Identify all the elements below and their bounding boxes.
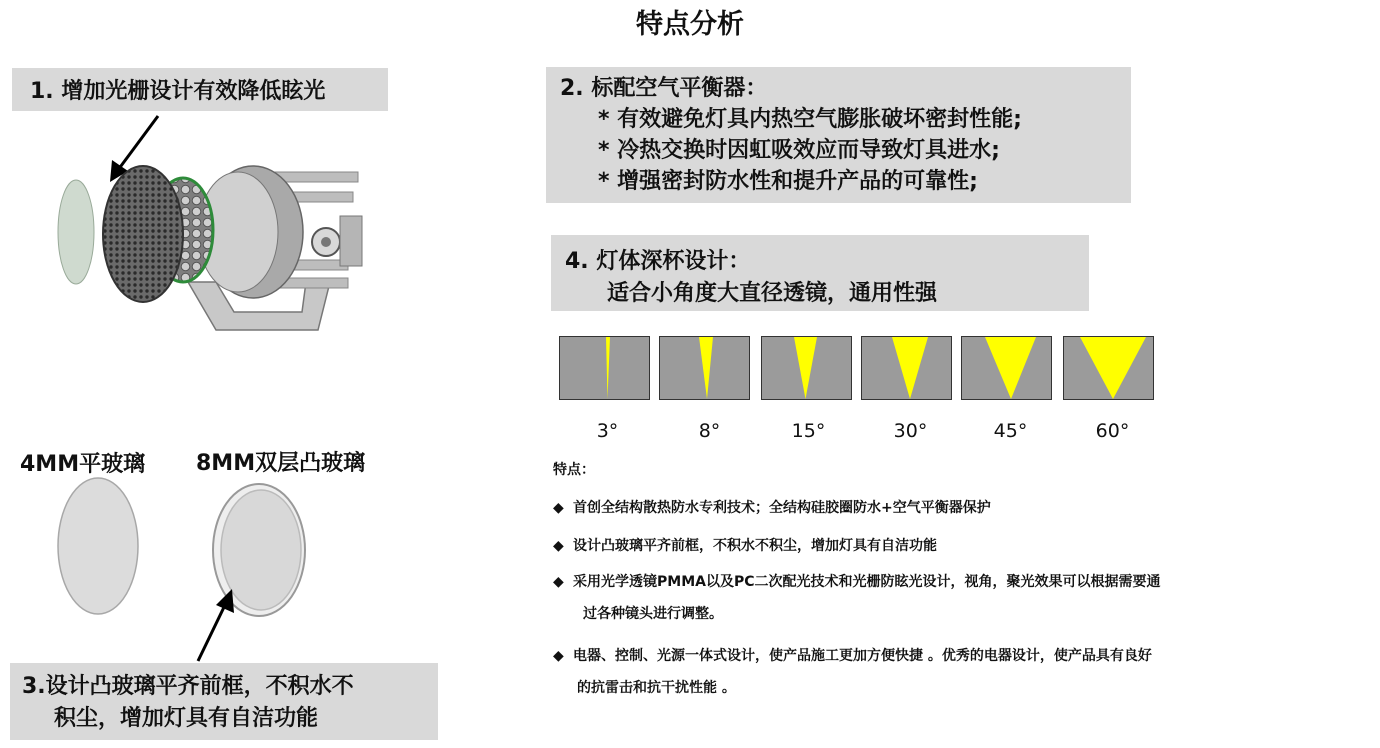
beam-angle-diagram xyxy=(559,336,650,400)
floodlight-illustration xyxy=(48,162,368,352)
beam-angle-label: 8° xyxy=(698,420,721,442)
arrow-to-convex-glass-icon xyxy=(190,585,250,665)
convex-glass-box xyxy=(10,663,438,740)
beam-angle-diagram xyxy=(861,336,952,400)
air-balancer-bullet: * 冷热交换时因虹吸效应而导致灯具进水; xyxy=(598,138,1000,163)
diamond-icon: ◆ xyxy=(553,500,564,516)
air-balancer-heading: 2. 标配空气平衡器： xyxy=(560,76,768,101)
air-balancer-box xyxy=(546,67,1131,203)
features-heading: 特点： xyxy=(553,462,595,478)
beam-angle-label: 45° xyxy=(993,420,1028,442)
beam-angle-label: 60° xyxy=(1095,420,1130,442)
feature-item: ◆ 设计凸玻璃平齐前框，不积水不积尘，增加灯具有自洁功能 xyxy=(553,530,1373,562)
feature-item-continuation: 过各种镜头进行调整。 xyxy=(583,606,723,622)
feature-item: ◆ 首创全结构散热防水专利技术；全结构硅胶圈防水+空气平衡器保护 xyxy=(553,492,1373,524)
page-title: 特点分析 xyxy=(636,9,744,40)
convex-glass-line: 积尘，增加灯具有自洁功能 xyxy=(54,706,319,731)
beam-angle-diagram xyxy=(1063,336,1154,400)
convex-glass-line: 3.设计凸玻璃平齐前框，不积水不 xyxy=(22,674,354,699)
flat-glass-label: 4MM平玻璃 xyxy=(20,452,146,477)
feature-item: ◆ 电器、控制、光源一体式设计，使产品施工更加方便快捷 。优秀的电器设计，使产品具有良好 的抗雷击和抗干扰性能 。 xyxy=(553,640,1373,704)
convex-glass-label: 8MM双层凸玻璃 xyxy=(196,451,366,476)
diamond-icon: ◆ xyxy=(553,574,564,590)
air-balancer-bullet: * 增强密封防水性和提升产品的可靠性; xyxy=(598,169,978,194)
beam-angle-label: 3° xyxy=(596,420,619,442)
diamond-icon: ◆ xyxy=(553,538,564,554)
beam-angle-diagram xyxy=(761,336,852,400)
feature-item: ◆ 采用光学透镜PMMA以及PC二次配光技术和光栅防眩光设计，视角，聚光效果可以根据需要通 过各种镜头进行调整。 xyxy=(553,566,1373,630)
grating-callout-label: 1. 增加光栅设计有效降低眩光 xyxy=(30,79,326,104)
diamond-icon: ◆ xyxy=(553,648,564,664)
deep-cup-subtext: 适合小角度大直径透镜，通用性强 xyxy=(607,281,938,306)
beam-angle-diagram xyxy=(961,336,1052,400)
deep-cup-heading: 4. 灯体深杯设计： xyxy=(565,249,751,274)
beam-angle-label: 30° xyxy=(893,420,928,442)
flat-glass-illustration xyxy=(52,470,148,620)
feature-item-continuation: 的抗雷击和抗干扰性能 。 xyxy=(577,680,736,696)
deep-cup-box xyxy=(551,235,1089,311)
air-balancer-bullet: * 有效避免灯具内热空气膨胀破坏密封性能; xyxy=(598,107,1022,132)
beam-angle-label: 15° xyxy=(791,420,826,442)
beam-angle-diagram xyxy=(659,336,750,400)
grating-callout-box xyxy=(12,68,388,111)
